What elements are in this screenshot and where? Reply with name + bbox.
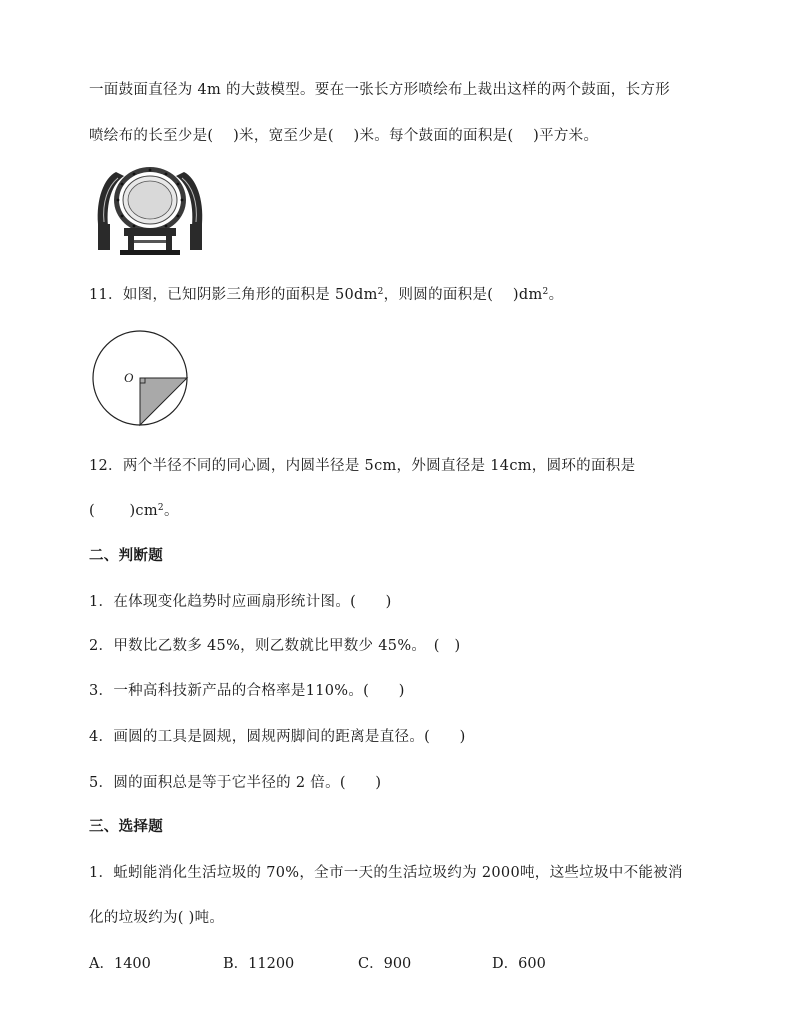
option-b[interactable]: B．11200 [223, 956, 295, 972]
option-c[interactable]: C．900 [358, 956, 412, 972]
q10-line-2: 喷绘布的长至少是( )米，宽至少是( )米。每个鼓面的面积是( )平方米。 [89, 128, 599, 144]
center-label-o: O [124, 370, 134, 385]
option-d[interactable]: D．600 [492, 956, 546, 972]
q12-line-2: ( )$cm^2$。 [89, 503, 179, 519]
judge-item-3: 3．一种高科技新产品的合格率是110%。( ) [89, 683, 405, 699]
judge-item-2: 2．甲数比乙数多 45%，则乙数就比甲数少 45%。 ( ) [89, 638, 461, 654]
section-3-title: 三、选择题 [89, 818, 163, 835]
option-a[interactable]: A．1400 [89, 956, 151, 972]
drum-illustration [94, 164, 206, 256]
judge-item-4: 4．画圆的工具是圆规，圆规两脚间的距离是直径。( ) [89, 729, 466, 745]
q10-line-1: 一面鼓面直径为 4m 的大鼓模型。要在一张长方形喷绘布上裁出这样的两个鼓面，长方形 [89, 82, 670, 98]
choice-q1-line-1: 1．蚯蚓能消化生活垃圾的 70%，全市一天的生活垃圾约为 2000吨，这些垃圾中不能被消 [89, 865, 683, 881]
choice-q1-line-2: 化的垃圾约为( )吨。 [89, 910, 225, 926]
q12-line-1: 12．两个半径不同的同心圆，内圆半径是 5cm，外圆直径是 14cm，圆环的面积是 [89, 458, 636, 474]
judge-item-5: 5．圆的面积总是等于它半径的 2 倍。( ) [89, 775, 382, 791]
circle-triangle-figure [88, 329, 192, 429]
q11-text: 11．如图，已知阴影三角形的面积是 $50dm^2$，则圆的面积是( )$dm^2$。 [89, 287, 564, 303]
judge-item-1: 1．在体现变化趋势时应画扇形统计图。( ) [89, 594, 392, 610]
section-2-title: 二、判断题 [89, 547, 163, 564]
